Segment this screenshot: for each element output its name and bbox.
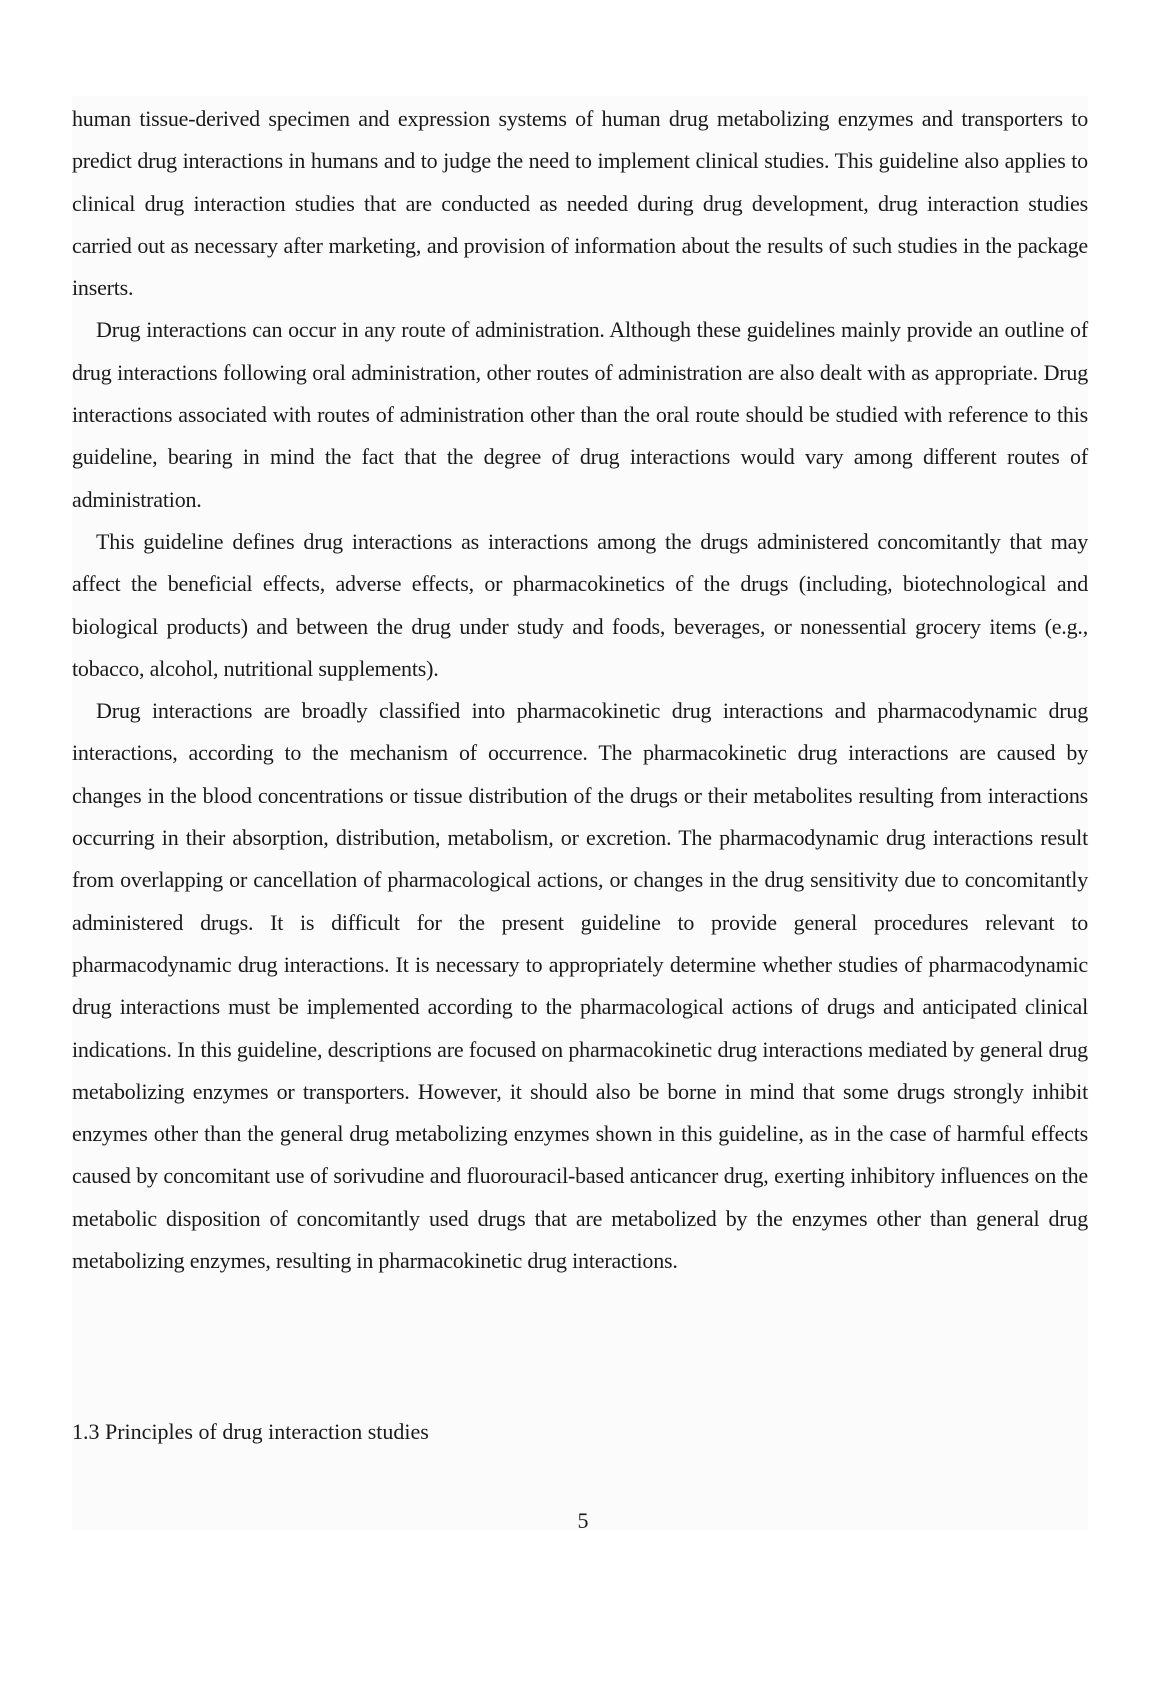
body-text [72, 98, 1088, 1282]
page-number: 5 [577, 1508, 589, 1533]
section-heading: 1.3 Principles of drug interaction studies [72, 1419, 429, 1444]
paragraph-routes-of-administration: Drug interactions can occur in any route of administration. Although these guidelines mainly provide an outline of drug interactions following oral administration, other routes of administration are also dealt with as appropriate. Drug interactions associated with routes of administration other than the oral route should be studied with reference to this guideline, bearing in mind the fact that the degree of drug interactions would vary among different routes of administration. [72, 317, 1088, 512]
paragraph-definition: This guideline defines drug interactions as interactions among the drugs administered concomitantly that may affect the beneficial effects, adverse effects, or pharmacokinetics of the drugs (including, biotechnological and biological products) and between the drug under study and foods, beverages, or nonessential grocery items (e.g., tobacco, alcohol, nutritional supplements). [72, 528, 1088, 681]
paragraph-scope-continued: human tissue-derived specimen and expression systems of human drug metabolizing enzymes and transporters to predict drug interactions in humans and to judge the need to implement clinical studies. This guideline also applies to clinical drug interaction studies that are conducted as needed during drug development, drug interaction studies carried out as necessary after marketing, and provision of information about the results of such studies in the package inserts. [72, 106, 1088, 301]
paragraph-classification: Drug interactions are broadly classified into pharmacokinetic drug interactions and pharmacodynamic drug interactions, according to the mechanism of occurrence. The pharmacokinetic drug interactions are caused by changes in the blood concentrations or tissue distribution of the drugs or their metabolites resulting from interactions occurring in their absorption, distribution, metabolism, or excretion. The pharmacodynamic drug interactions result from overlapping or cancellation of pharmacological actions, or changes in the drug sensitivity due to concomitantly administered drugs. It is difficult for the present guideline to provide general procedures relevant to pharmacodynamic drug interactions. It is necessary to appropriately determine whether studies of pharmacodynamic drug interactions must be implemented according to the pharmacological actions of drugs and anticipated clinical indications. In this guideline, descriptions are focused on pharmacokinetic drug interactions mediated by general drug metabolizing enzymes or transporters. However, it should also be borne in mind that some drugs strongly inhibit enzymes other than the general drug metabolizing enzymes shown in this guideline, as in the case of harmful effects caused by concomitant use of sorivudine and fluorouracil-based anticancer drug, exerting inhibitory influences on the metabolic disposition of concomitantly used drugs that are metabolized by the enzymes other than general drug metabolizing enzymes, resulting in pharmacokinetic drug interactions. [72, 698, 1088, 1274]
